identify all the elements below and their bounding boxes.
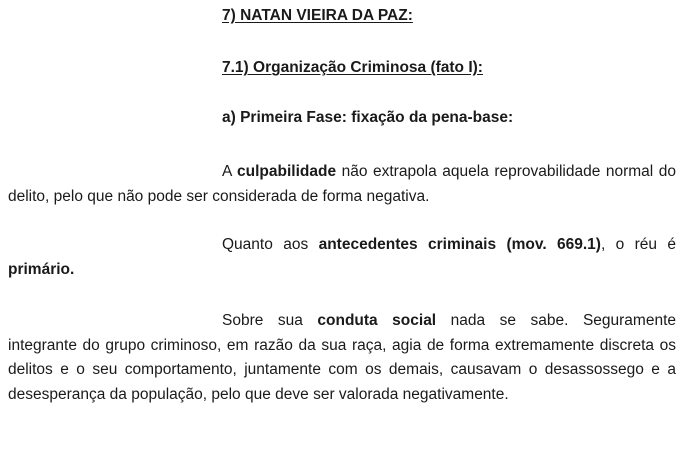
culpability-term: culpabilidade — [237, 163, 337, 180]
culpability-text-a: A — [222, 163, 238, 180]
antecedents-text-c: , o réu é — [600, 236, 676, 253]
culpability-text-c: não extrapola aquela reprovabilidade normal do delito, pelo que não pode ser considerada de forma negativa. — [8, 163, 676, 205]
antecedents-term: antecedentes criminais (mov. 669.1) — [318, 236, 601, 253]
antecedents-text-a: Quanto aos — [222, 236, 319, 253]
social-conduct-text-a: Sobre sua — [222, 312, 318, 329]
culpability-paragraph — [8, 160, 676, 209]
social-conduct-paragraph — [8, 309, 676, 407]
social-conduct-text-c: nada se sabe. Seguramente integrante do grupo criminoso, em razão da sua raça, agia de forma extremamente discreta os delitos e o seu comportamento, juntamente com os demais, causavam o desassossego e a desesperança da população, pelo que deve ser valorada negativamente. — [8, 312, 677, 403]
social-conduct-term: conduta social — [317, 312, 437, 329]
crime-heading: 7.1) Organização Criminosa (fato I): — [222, 59, 483, 76]
defendant-heading: 7) NATAN VIEIRA DA PAZ: — [222, 7, 413, 24]
primary-term: primário. — [8, 260, 75, 278]
antecedents-paragraph — [8, 233, 676, 282]
phase-heading: a) Primeira Fase: fixação da pena-base: — [222, 109, 514, 126]
